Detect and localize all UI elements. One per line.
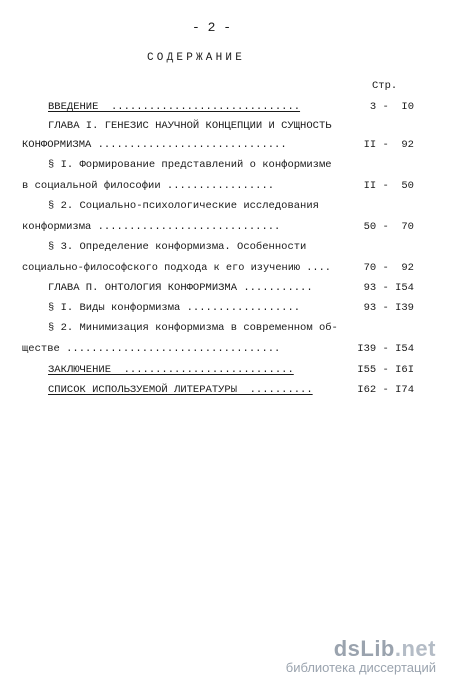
toc-entry-text: ЗАКЛЮЧЕНИЕ ........................... (48, 364, 294, 376)
toc-entry-pages: 93 - I54 (363, 282, 414, 294)
toc-entry-chapter1-line2: КОНФОРМИЗМА .............................. (22, 139, 287, 151)
toc-entry-pages: 50 - 70 (363, 221, 414, 233)
toc-entry-section-2-2-line1: § 2. Минимизация конформизма в современном об- (48, 322, 338, 334)
toc-entry-section-1-1-line1: § I. Формирование представлений о конформизме (48, 159, 332, 171)
toc-entry-pages: 3 - I0 (369, 101, 414, 113)
toc-entry-section-1-3-line1: § 3. Определение конформизма. Особенности (48, 241, 307, 253)
toc-entry-section-1-2-line2: конформизма ............................. (22, 221, 281, 233)
toc-entry-text: СПИСОК ИСПОЛЬЗУЕМОЙ ЛИТЕРАТУРЫ .......... (48, 384, 313, 396)
logo-tld: .net (394, 636, 436, 661)
logo-main: dsLib (333, 636, 395, 661)
toc-entry-chapter2: ГЛАВА П. ОНТОЛОГИЯ КОНФОРМИЗМА ........... (48, 282, 313, 294)
watermark-logo (286, 636, 436, 662)
toc-entry-pages: II - 92 (363, 139, 414, 151)
watermark-subtitle: библиотека диссертаций (285, 660, 436, 675)
toc-entry-pages: II - 50 (363, 180, 414, 192)
toc-entry-pages: I62 - I74 (357, 384, 414, 396)
toc-entry-section-1-1-line2: в социальной философии ................. (22, 180, 275, 192)
toc-entry-pages: 70 - 92 (363, 262, 414, 274)
toc-entry-section-2-2-line2: ществе .................................. (22, 343, 281, 355)
toc-entry-section-2-1: § I. Виды конформизма .................. (48, 302, 301, 314)
contents-title: СОДЕРЖАНИЕ (147, 52, 246, 64)
pages-column-header: Стр. (372, 80, 398, 92)
toc-entry-pages: I39 - I54 (357, 343, 414, 355)
page-number: - 2 - (192, 20, 232, 35)
toc-entry-section-1-2-line1: § 2. Социально-психологические исследования (48, 200, 319, 212)
toc-entry-introduction (48, 101, 300, 114)
watermark (286, 636, 436, 675)
toc-entry-pages: I55 - I6I (357, 364, 414, 376)
toc-entry-pages: 93 - I39 (363, 302, 414, 314)
toc-entry-text: ВВЕДЕНИЕ .............................. (48, 101, 301, 113)
toc-entry-chapter1-line1: ГЛАВА I. ГЕНЕЗИС НАУЧНОЙ КОНЦЕПЦИИ И СУЩНОСТЬ (48, 120, 332, 132)
toc-entry-bibliography (48, 384, 313, 397)
toc-entry-conclusion (48, 364, 294, 377)
toc-entry-section-1-3-line2: социально-философского подхода к его изучению .... (22, 262, 331, 274)
